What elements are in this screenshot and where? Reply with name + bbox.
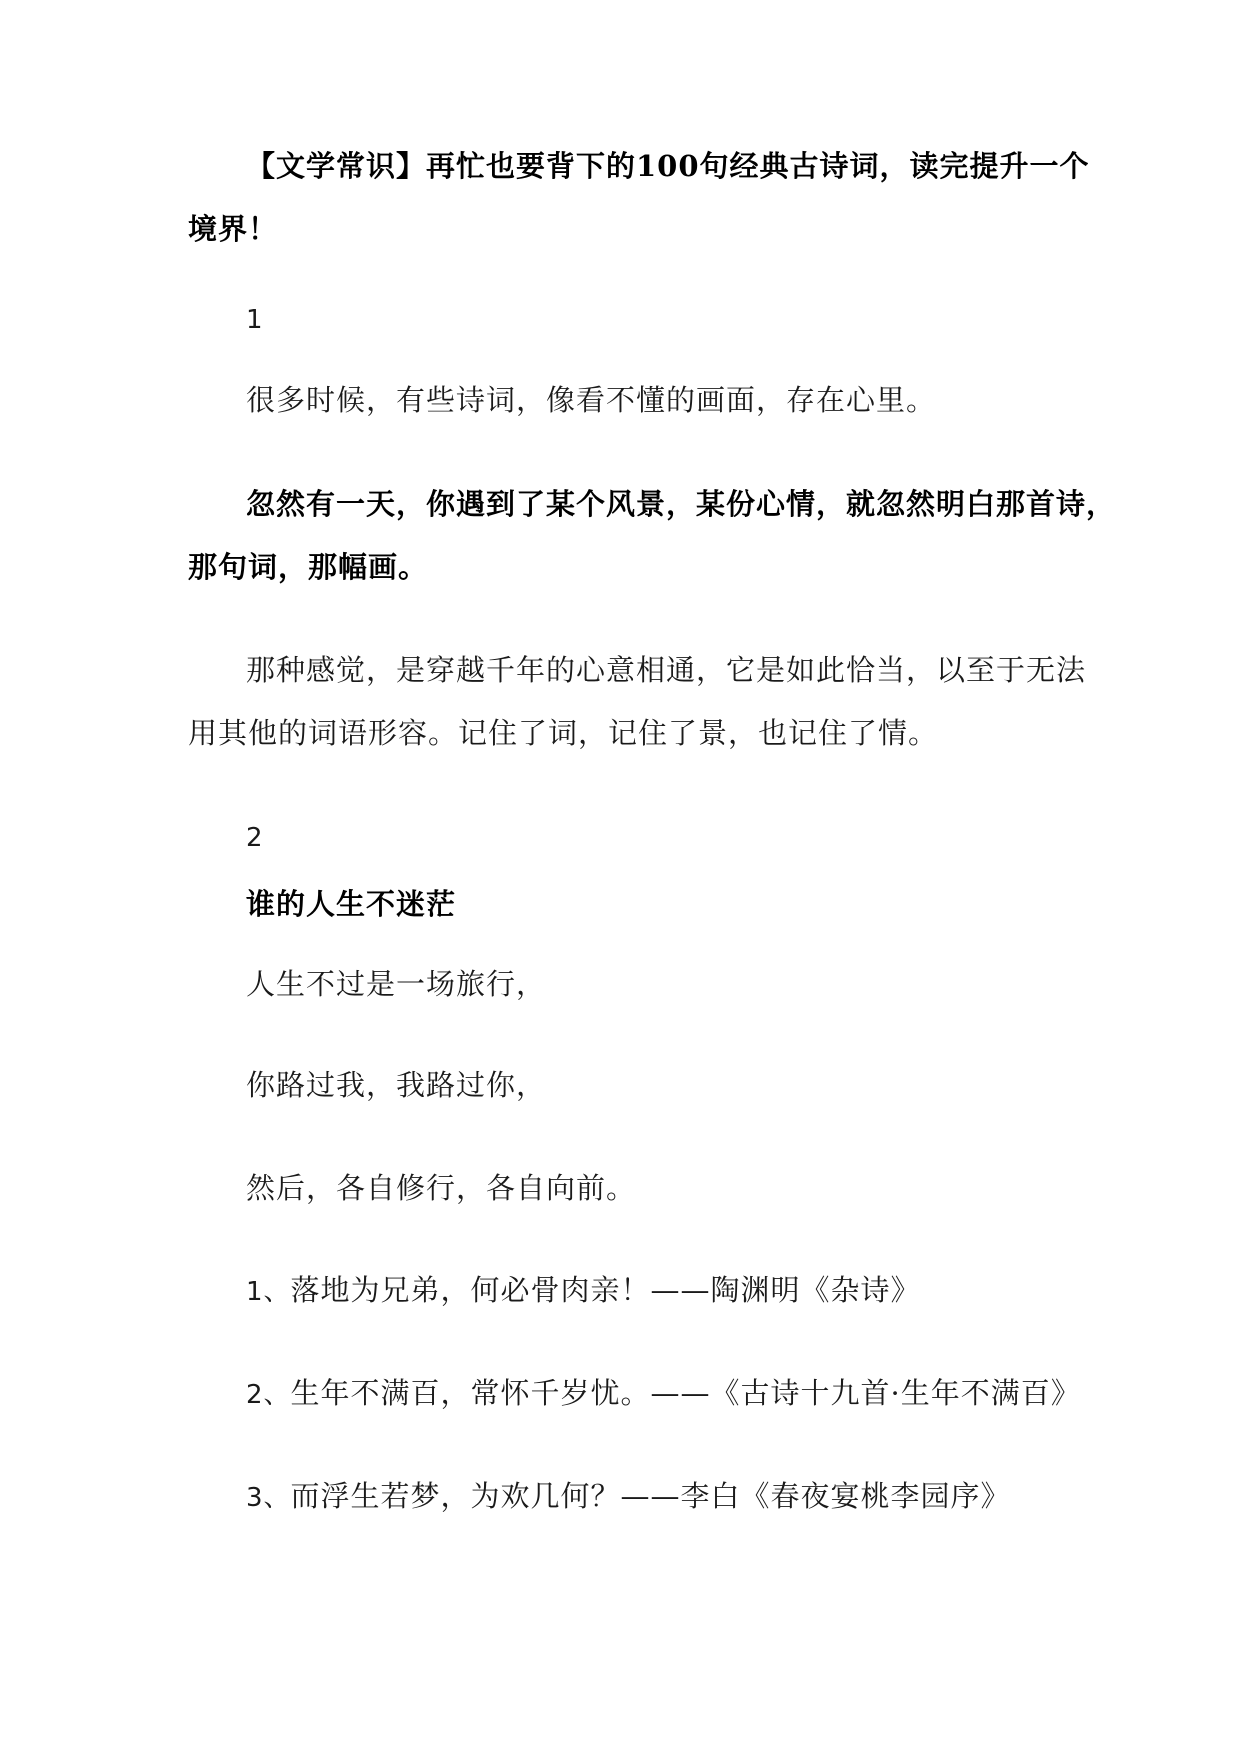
verse-line-3: 然后，各自修行，各自向前。	[246, 1171, 637, 1205]
quote-text: 生年不满百，常怀千岁忧。——《古诗十九首·生年不满百》	[290, 1376, 1081, 1410]
quote-index: 3、	[246, 1483, 291, 1513]
verse-line-1: 人生不过是一场旅行，	[246, 967, 547, 1001]
paragraph-3-line-2: 用其他的词语形容。记住了词，记住了景，也记住了情。	[188, 716, 939, 750]
title-line-2: 境界！	[188, 212, 279, 246]
quote-item	[246, 1476, 1011, 1518]
quote-index: 2、	[246, 1380, 291, 1410]
title-line-1: 【文学常识】再忙也要背下的100句经典古诗词，读完提升一个	[246, 149, 1090, 183]
section-heading: 谁的人生不迷茫	[246, 887, 457, 921]
quote-item	[246, 1270, 921, 1312]
section-number-1: 1	[246, 305, 264, 335]
verse-line-2: 你路过我，我路过你，	[246, 1068, 547, 1102]
quote-text: 而浮生若梦，为欢几何？——李白《春夜宴桃李园序》	[290, 1479, 1011, 1513]
paragraph-3-line-1: 那种感觉，是穿越千年的心意相通，它是如此恰当，以至于无法	[246, 653, 1087, 687]
paragraph-1: 很多时候，有些诗词，像看不懂的画面，存在心里。	[246, 383, 937, 417]
quote-item	[246, 1373, 1081, 1415]
paragraph-2-line-2: 那句词，那幅画。	[188, 550, 429, 584]
quote-text: 落地为兄弟，何必骨肉亲！——陶渊明《杂诗》	[290, 1273, 921, 1307]
quote-index: 1、	[246, 1277, 291, 1307]
section-number-2: 2	[246, 823, 264, 853]
paragraph-2-line-1: 忽然有一天，你遇到了某个风景，某份心情，就忽然明白那首诗，	[246, 487, 1117, 521]
